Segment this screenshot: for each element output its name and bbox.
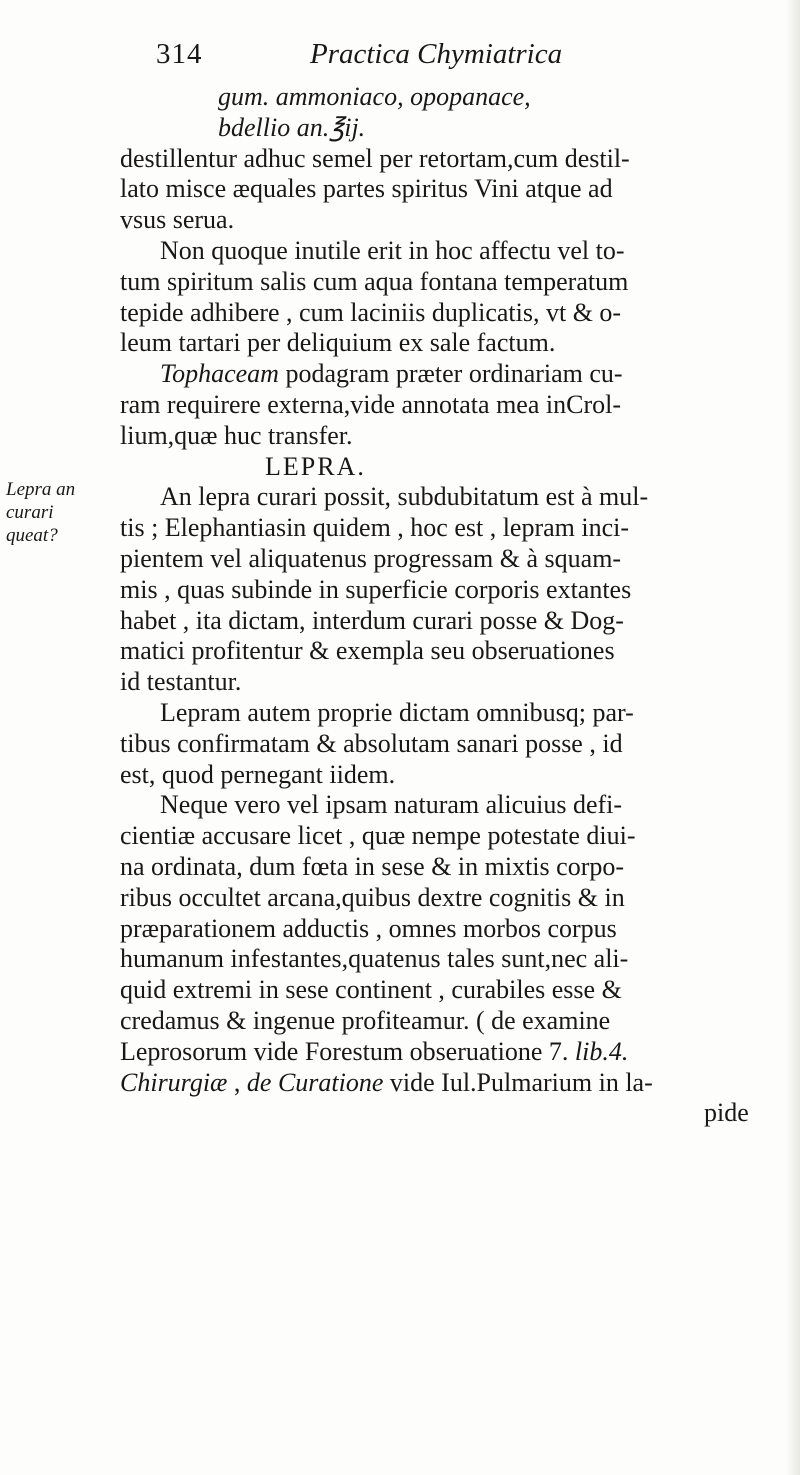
page-header	[140, 38, 740, 78]
text-line	[120, 482, 780, 513]
text-line	[120, 667, 780, 698]
text-span: habet , ita dictam, interdum curari posse & Dog-	[120, 605, 624, 635]
text-line	[120, 421, 780, 452]
text-span: lato misce æquales partes spiritus Vini atque ad	[120, 174, 613, 204]
text-span: pientem vel aliquatenus progressam & à squam-	[120, 543, 622, 573]
text-line	[120, 1068, 780, 1099]
text-line	[120, 390, 780, 421]
text-line	[120, 636, 780, 667]
text-span: leum tartari per deliquium ex sale factum.	[120, 328, 556, 358]
italic-text: bdellio an.℥ij.	[218, 112, 366, 142]
text-line	[120, 544, 780, 575]
text-span: quid extremi in sese continent , curabiles esse &	[120, 975, 622, 1005]
text-line	[120, 82, 780, 113]
text-span: ram requirere externa,vide annotata mea inCrol-	[120, 389, 621, 419]
text-span: LEPRA.	[265, 451, 366, 481]
text-span: ribus occultet arcana,quibus dextre cognitis & in	[120, 882, 625, 912]
text-line	[120, 298, 780, 329]
text-line	[120, 328, 780, 359]
text-span: lium,quæ huc transfer.	[120, 420, 353, 450]
text-line	[120, 575, 780, 606]
text-line	[120, 790, 780, 821]
text-line	[120, 236, 780, 267]
text-line	[120, 144, 780, 175]
text-line	[120, 359, 780, 390]
text-span: Leprosorum vide Forestum obseruatione 7.	[120, 1036, 575, 1066]
text-line	[120, 852, 780, 883]
text-line	[120, 883, 780, 914]
text-span: na ordinata, dum fœta in sese & in mixtis corpo-	[120, 851, 625, 881]
italic-text: Tophaceam	[160, 359, 279, 389]
text-span: mis , quas subinde in superficie corporis extantes	[120, 574, 632, 604]
catchword	[120, 1098, 780, 1129]
text-span: An lepra curari possit, subdubitatum est à mul-	[160, 482, 649, 512]
text-line	[120, 1037, 780, 1068]
text-span: cientiæ accusare licet , quæ nempe potestate diui-	[120, 821, 636, 851]
italic-text: Chirurgiæ	[120, 1067, 228, 1097]
body-text	[120, 82, 780, 1129]
text-line	[120, 267, 780, 298]
page-number: 314	[156, 38, 203, 70]
text-span: tibus confirmatam & absolutam sanari posse , id	[120, 728, 623, 758]
text-line	[120, 113, 780, 144]
text-span: est, quod pernegant iidem.	[120, 759, 396, 789]
marginal-note-line: queat?	[6, 525, 58, 546]
text-span: tepide adhibere , cum laciniis duplicatis, vt & o-	[120, 297, 622, 327]
text-span: credamus & ingenue profiteamur. ( de examine	[120, 1005, 611, 1035]
text-span: præparationem adductis , omnes morbos corpus	[120, 913, 617, 943]
text-span: matici profitentur & exempla seu obseruationes	[120, 636, 615, 666]
marginal-note-line: curari	[6, 502, 54, 523]
text-span: humanum infestantes,quatenus tales sunt,nec ali-	[120, 944, 629, 974]
text-span: Lepram autem proprie dictam omnibusq; par-	[160, 697, 634, 727]
text-line	[120, 729, 780, 760]
text-line	[120, 698, 780, 729]
italic-text: lib.4.	[574, 1036, 629, 1066]
text-span: pide	[704, 1098, 749, 1128]
text-line	[120, 1006, 780, 1037]
text-line	[120, 944, 780, 975]
text-span: id testantur.	[120, 667, 242, 697]
page-edge-shadow	[786, 0, 800, 1475]
marginal-note	[6, 478, 106, 547]
text-span: Non quoque inutile erit in hoc affectu vel to-	[160, 235, 625, 265]
text-line	[120, 174, 780, 205]
marginal-note-line: Lepra an	[6, 479, 76, 500]
text-line	[120, 606, 780, 637]
text-span: ,	[227, 1067, 247, 1097]
italic-text: de Curatione	[246, 1067, 384, 1097]
text-span: vsus serua.	[120, 205, 235, 235]
text-line	[120, 975, 780, 1006]
text-line	[120, 205, 780, 236]
text-line	[120, 760, 780, 791]
italic-text: gum. ammoniaco, opopanace,	[218, 82, 531, 111]
text-span: tum spiritum salis cum aqua fontana temperatum	[120, 266, 629, 296]
text-line	[120, 914, 780, 945]
text-line	[120, 513, 780, 544]
text-span: podagram præter ordinariam cu-	[278, 359, 623, 389]
text-span: vide Iul.Pulmarium in la-	[383, 1067, 653, 1097]
text-span: destillentur adhuc semel per retortam,cum destil-	[120, 143, 630, 173]
text-span: tis ; Elephantiasin quidem , hoc est , lepram inci-	[120, 513, 630, 543]
running-title: Practica Chymiatrica	[310, 38, 563, 70]
text-span: Neque vero vel ipsam naturam alicuius defi-	[160, 790, 623, 820]
section-heading	[120, 452, 780, 483]
text-line	[120, 821, 780, 852]
